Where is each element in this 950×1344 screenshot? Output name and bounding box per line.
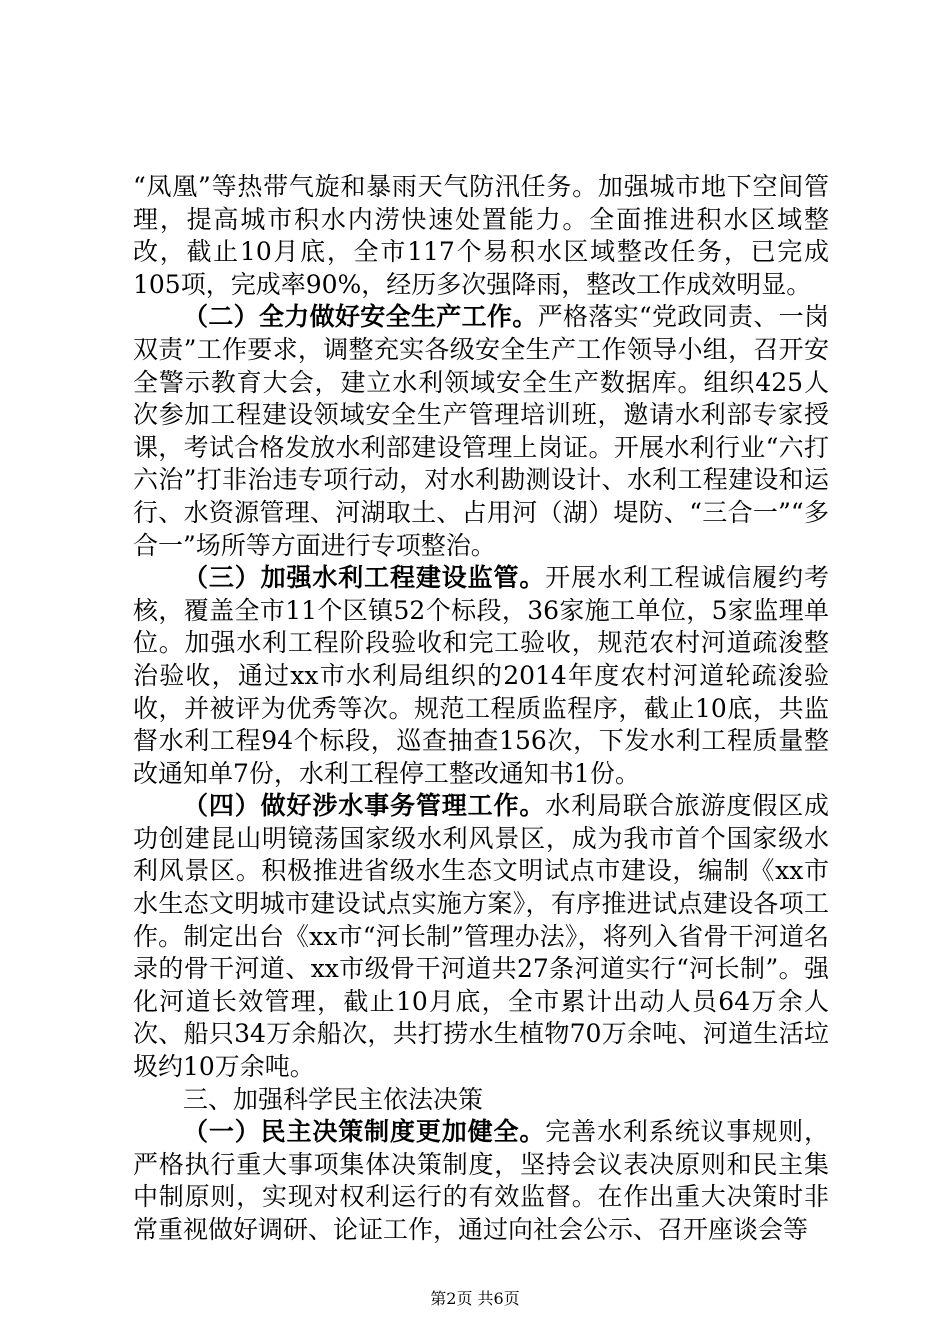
paragraph-text: 开展水利工程诚信履约考核，覆盖全市11个区镇52个标段，36家施工单位，5家监理单位。加强水利工程阶段验收和完工验收，规范农村河道疏浚整治验收，通过xx市水利局组织的2014年度农村河道轮疏浚验收，并被评为优秀等次。规范工程质监程序，截止10底，共监督水利工程94个标段，巡查抽查156次，下发水利工程质量整改通知单7份，水利工程停工整改通知书1份。 (133, 563, 829, 788)
paragraph-lead: （二）全力做好安全生产工作。 (183, 302, 538, 332)
paragraph-continued (133, 171, 829, 301)
page-footer (0, 1286, 950, 1309)
paragraph-water-affairs (133, 790, 829, 1083)
paragraph-text: 严格落实“党政同责、一岗双责”工作要求，调整充实各级安全生产工作领导小组，召开安全警示教育大会，建立水利领域安全生产数据库。组织425人次参加工程建设领域安全生产管理培训班，邀请水利部专家授课，考试合格发放水利部建设管理上岗证。开展水利行业“六打六治”打非治违专项行动，对水利勘测设计、水利工程建设和运行、水资源管理、河湖取土、占用河（湖）堤防、“三合一”“多合一”场所等方面进行专项整治。 (133, 302, 829, 560)
paragraph-lead: （一）民主决策制度更加健全。 (183, 1117, 546, 1147)
paragraph-text: “凤凰”等热带气旋和暴雨天气防汛任务。加强城市地下空间管理，提高城市积水内涝快速处置能力。全面推进积水区域整改，截止10月底，全市117个易积水区域整改任务，已完成105项，完成率90%，经历多次强降雨，整改工作成效明显。 (133, 172, 829, 299)
page-number: 第2页 共6页 (430, 1289, 520, 1308)
paragraph-democratic-decision (133, 1116, 829, 1246)
paragraph-text: 水利局联合旅游度假区成功创建昆山明镜荡国家级水利风景区，成为我市首个国家级水利风景区。积极推进省级水生态文明试点市建设，编制《xx市水生态文明城市建设试点实施方案》，有序推进试点建设各项工作。制定出台《xx市“河长制”管理办法》，将列入省骨干河道名录的骨干河道、xx市级骨干河道共27条河道实行“河长制”。强化河道长效管理，截止10月底，全市累计出动人员64万余人次、船只34万余船次，共打捞水生植物70万余吨、河道生活垃圾约10万余吨。 (133, 791, 829, 1082)
section-heading: 三、加强科学民主依法决策 (183, 1084, 484, 1114)
paragraph-text: 完善水利系统议事规则，严格执行重大事项集体决策制度，坚持会议表决原则和民主集中制原则，实现对权利运行的有效监督。在作出重大决策时非常重视做好调研、论证工作，通过向社会公示、召开座谈会等 (133, 1117, 829, 1244)
paragraph-construction-supervision (133, 562, 829, 790)
paragraph-safety-production (133, 301, 829, 562)
paragraph-lead: （四）做好涉水事务管理工作。 (183, 791, 546, 821)
document-body (133, 171, 829, 1247)
paragraph-lead: （三）加强水利工程建设监管。 (183, 563, 546, 593)
